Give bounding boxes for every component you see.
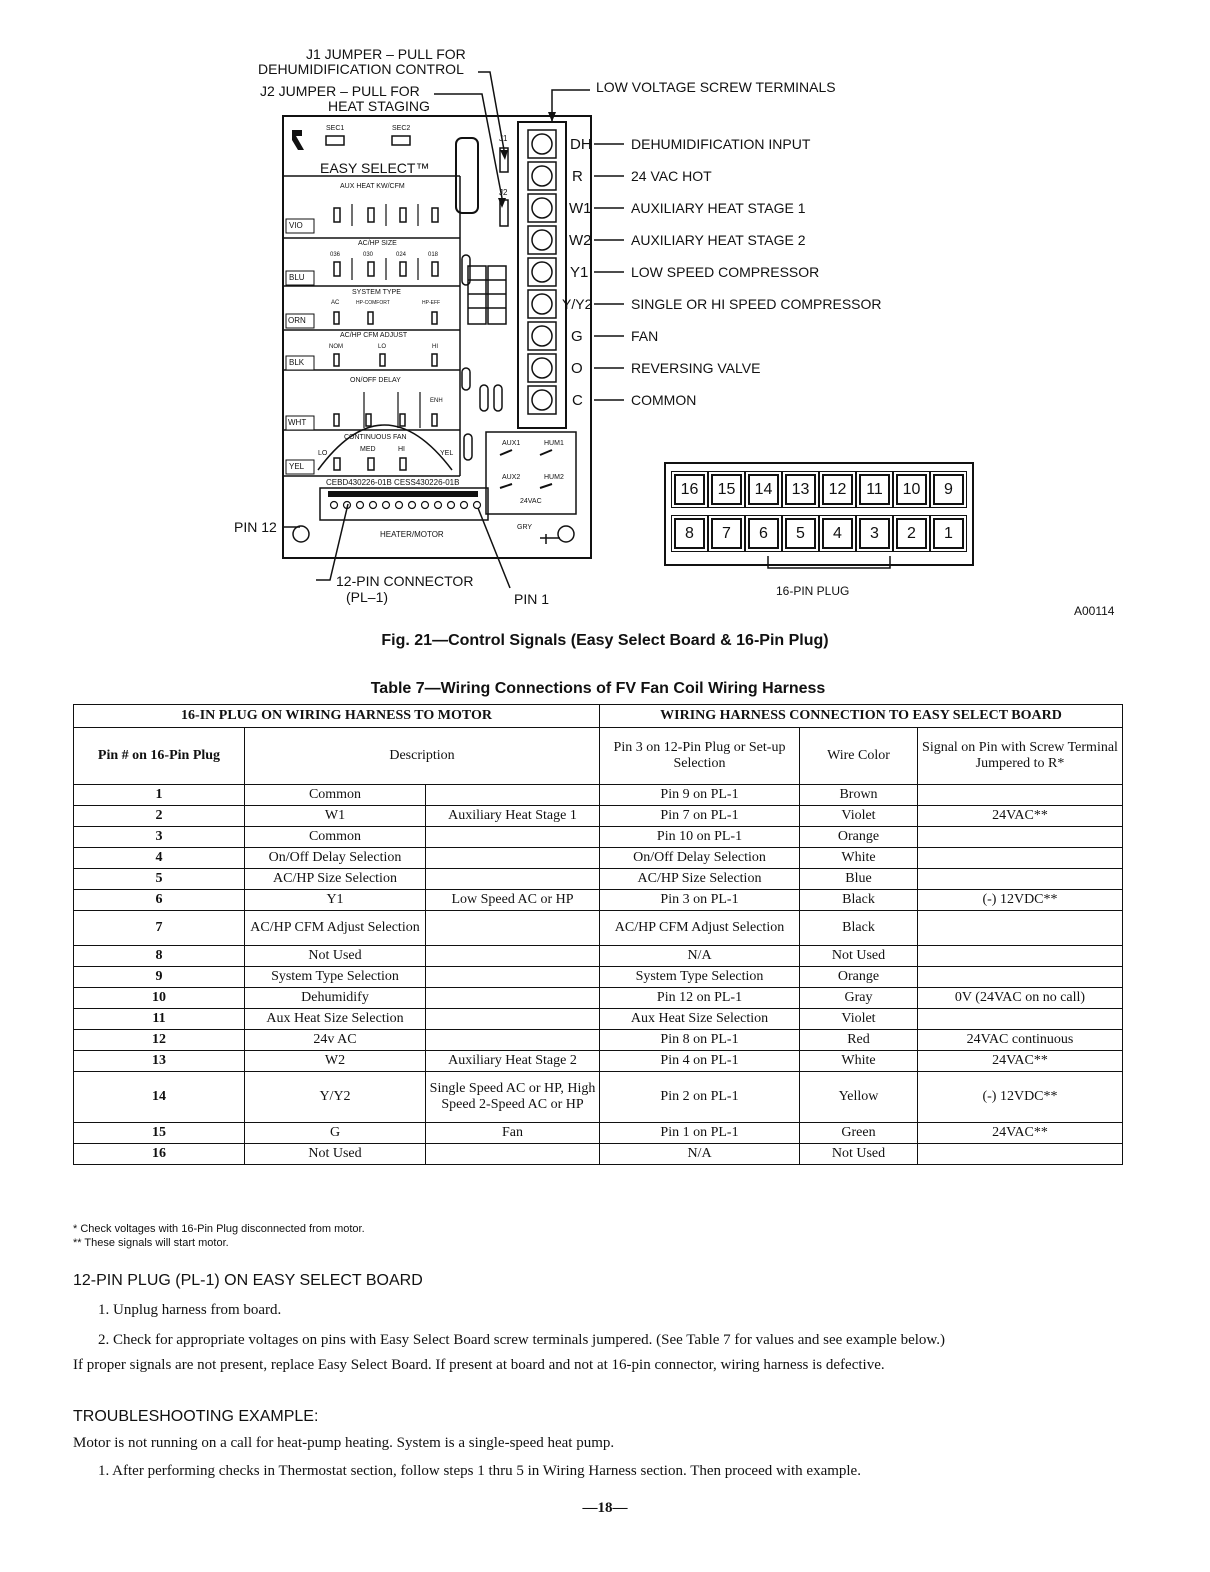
cell-signal: (-) 12VDC** xyxy=(918,1072,1123,1123)
page-number: —18— xyxy=(582,1500,628,1516)
cell-pl1-pin: Pin 3 on PL-1 xyxy=(600,890,800,911)
cell-pl1-pin: Pin 2 on PL-1 xyxy=(600,1072,800,1123)
terminal-label-w2: W2 xyxy=(569,232,592,249)
board-delay-enh: ENH xyxy=(430,398,443,404)
cell-pl1-pin: N/A xyxy=(600,1144,800,1165)
board-hum1: HUM1 xyxy=(544,440,564,447)
cell-pl1-pin: AC/HP CFM Adjust Selection xyxy=(600,911,800,946)
board-system-type: SYSTEM TYPE xyxy=(352,289,401,296)
table-body xyxy=(74,785,1123,1165)
board-achp-size: AC/HP SIZE xyxy=(358,240,397,247)
board-hum2: HUM2 xyxy=(544,474,564,481)
board-fan-opt-0: LO xyxy=(318,450,328,457)
lv-terminals-callout: LOW VOLTAGE SCREW TERMINALS xyxy=(596,79,836,95)
plug-pin: 4 xyxy=(822,518,853,549)
board-onoff-delay: ON/OFF DELAY xyxy=(350,377,401,384)
cell-signal xyxy=(918,869,1123,890)
cell-wire-color: Black xyxy=(800,911,918,946)
table-row xyxy=(74,967,1123,988)
cell-description: Common xyxy=(245,827,426,848)
cell-description-detail xyxy=(426,827,600,848)
cell-description-detail xyxy=(426,785,600,806)
cell-pin: 6 xyxy=(74,890,245,911)
table-row xyxy=(74,1009,1123,1030)
terminal-label-y1: Y1 xyxy=(570,264,589,281)
cell-pin: 14 xyxy=(74,1072,245,1123)
cell-wire-color: Orange xyxy=(800,967,918,988)
cell-pl1-pin: AC/HP Size Selection xyxy=(600,869,800,890)
cell-wire-color: Gray xyxy=(800,988,918,1009)
plug-pin: 6 xyxy=(748,518,779,549)
pin12-callout: PIN 12 xyxy=(234,519,277,535)
cell-signal xyxy=(918,848,1123,869)
cell-wire-color: Violet xyxy=(800,1009,918,1030)
cell-pin: 9 xyxy=(74,967,245,988)
cell-signal xyxy=(918,911,1123,946)
cell-description: AC/HP CFM Adjust Selection xyxy=(245,911,426,946)
cell-pl1-pin: Pin 1 on PL-1 xyxy=(600,1123,800,1144)
table-row xyxy=(74,988,1123,1009)
board-cfm-opt-0: NOM xyxy=(329,344,343,350)
cell-description-detail: Auxiliary Heat Stage 2 xyxy=(426,1051,600,1072)
board-size-opt-2: 024 xyxy=(396,252,407,258)
cell-signal: 24VAC** xyxy=(918,1123,1123,1144)
wiring-table xyxy=(73,704,1123,1165)
cell-description-detail xyxy=(426,911,600,946)
cell-description-detail xyxy=(426,869,600,890)
plug-pin: 15 xyxy=(711,474,742,505)
cell-signal xyxy=(918,827,1123,848)
cell-description: Dehumidify xyxy=(245,988,426,1009)
header-pin3: Pin 3 on 12-Pin Plug or Set-up Selection xyxy=(600,728,800,785)
cell-wire-color: Not Used xyxy=(800,946,918,967)
cell-wire-color: Not Used xyxy=(800,1144,918,1165)
plug-pin: 5 xyxy=(785,518,816,549)
figure-code: A00114 xyxy=(1074,604,1115,618)
terminal-label-yy2: Y/Y2 xyxy=(562,296,593,312)
cell-wire-color: Green xyxy=(800,1123,918,1144)
board-sec1: SEC1 xyxy=(326,125,345,132)
header-description: Description xyxy=(245,728,600,785)
cell-wire-color: White xyxy=(800,1051,918,1072)
plug-pin: 12 xyxy=(822,474,853,505)
cell-description: AC/HP Size Selection xyxy=(245,869,426,890)
board-brand: EASY SELECT™ xyxy=(320,160,430,176)
cell-pin: 13 xyxy=(74,1051,245,1072)
board-tag-orn: ORN xyxy=(288,316,306,325)
table-row xyxy=(74,890,1123,911)
board-sys-opt-0: AC xyxy=(331,300,340,306)
cell-wire-color: Violet xyxy=(800,806,918,827)
pin1-callout: PIN 1 xyxy=(514,591,550,607)
plug-pin: 10 xyxy=(896,474,927,505)
cell-pin: 4 xyxy=(74,848,245,869)
footnote-1: * Check voltages with 16-Pin Plug disconnected from motor. xyxy=(73,1223,365,1235)
cell-pl1-pin: Pin 9 on PL-1 xyxy=(600,785,800,806)
cell-signal xyxy=(918,1144,1123,1165)
cell-wire-color: Black xyxy=(800,890,918,911)
cell-pl1-pin: Pin 7 on PL-1 xyxy=(600,806,800,827)
cell-description-detail: Fan xyxy=(426,1123,600,1144)
cell-pl1-pin: N/A xyxy=(600,946,800,967)
plug-pin: 13 xyxy=(785,474,816,505)
cell-description: System Type Selection xyxy=(245,967,426,988)
cell-description: Not Used xyxy=(245,946,426,967)
j2-callout-line2: HEAT STAGING xyxy=(328,98,430,114)
cell-signal: 24VAC continuous xyxy=(918,1030,1123,1051)
board-tag-blk: BLK xyxy=(289,358,305,367)
board-aux1: AUX1 xyxy=(502,440,521,447)
terminal-desc-c: COMMON xyxy=(631,392,697,408)
section-heading-troubleshooting: TROUBLESHOOTING EXAMPLE: xyxy=(73,1408,319,1425)
cell-description-detail xyxy=(426,1144,600,1165)
sixteen-pin-plug xyxy=(664,462,974,566)
plug-pin: 7 xyxy=(711,518,742,549)
cell-description-detail: Auxiliary Heat Stage 1 xyxy=(426,806,600,827)
terminal-label-r: R xyxy=(572,168,583,185)
board-tag-wht: WHT xyxy=(288,418,307,427)
cell-wire-color: Blue xyxy=(800,869,918,890)
j1-callout-line2: DEHUMIDIFICATION CONTROL xyxy=(258,61,464,77)
cell-pl1-pin: Pin 8 on PL-1 xyxy=(600,1030,800,1051)
header-pin: Pin # on 16-Pin Plug xyxy=(74,728,245,785)
board-sys-opt-1: HP-COMFORT xyxy=(356,300,390,306)
table-row xyxy=(74,806,1123,827)
cell-signal: 24VAC** xyxy=(918,806,1123,827)
cell-description: On/Off Delay Selection xyxy=(245,848,426,869)
table-row xyxy=(74,1051,1123,1072)
board-gry: GRY xyxy=(517,524,533,531)
board-tag-blu: BLU xyxy=(289,273,305,282)
board-size-opt-0: 036 xyxy=(330,252,341,258)
terminal-label-dh: DH xyxy=(570,136,592,153)
board-sys-opt-2: HP-EFF xyxy=(422,300,441,306)
cell-description-detail xyxy=(426,967,600,988)
figure-control-signals xyxy=(0,0,1210,665)
cell-signal: (-) 12VDC** xyxy=(918,890,1123,911)
cell-signal xyxy=(918,967,1123,988)
board-fan-opt-3: YEL xyxy=(440,450,454,457)
terminal-label-o: O xyxy=(571,360,583,377)
group-header-left: 16-IN PLUG ON WIRING HARNESS TO MOTOR xyxy=(74,705,600,728)
cell-pl1-pin: System Type Selection xyxy=(600,967,800,988)
table-row xyxy=(74,946,1123,967)
cell-signal xyxy=(918,785,1123,806)
plug-pin: 14 xyxy=(748,474,779,505)
table-row xyxy=(74,911,1123,946)
cell-description-detail xyxy=(426,1009,600,1030)
header-wire: Wire Color xyxy=(800,728,918,785)
plug-pin: 2 xyxy=(896,518,927,549)
terminal-desc-w1: AUXILIARY HEAT STAGE 1 xyxy=(631,200,806,216)
section2-step1: 1. After performing checks in Thermostat section, follow steps 1 thru 5 in Wiring Harness section. Then proceed with example. xyxy=(98,1463,861,1479)
cell-signal xyxy=(918,1009,1123,1030)
cell-pl1-pin: Pin 4 on PL-1 xyxy=(600,1051,800,1072)
j1-callout: J1 JUMPER – PULL FOR xyxy=(306,46,466,62)
table-title: Table 7—Wiring Connections of FV Fan Coil Wiring Harness xyxy=(370,680,826,697)
connector-callout-line2: (PL–1) xyxy=(346,589,389,605)
terminal-desc-o: REVERSING VALVE xyxy=(631,360,761,376)
table-row xyxy=(74,1072,1123,1123)
cell-description-detail: Low Speed AC or HP xyxy=(426,890,600,911)
cell-description: Common xyxy=(245,785,426,806)
cell-wire-color: Yellow xyxy=(800,1072,918,1123)
cell-description: Aux Heat Size Selection xyxy=(245,1009,426,1030)
cell-pl1-pin: Pin 10 on PL-1 xyxy=(600,827,800,848)
board-tag-yel: YEL xyxy=(289,462,305,471)
terminal-label-g: G xyxy=(571,328,583,345)
plug-pin: 9 xyxy=(933,474,964,505)
terminal-label-w1: W1 xyxy=(569,200,592,217)
table-row xyxy=(74,1123,1123,1144)
cell-description-detail xyxy=(426,946,600,967)
board-size-opt-3: 018 xyxy=(428,252,439,258)
terminal-desc-g: FAN xyxy=(631,328,659,344)
terminal-desc-dh: DEHUMIDIFICATION INPUT xyxy=(631,136,811,152)
cell-wire-color: Red xyxy=(800,1030,918,1051)
table-row xyxy=(74,848,1123,869)
cell-description: Y1 xyxy=(245,890,426,911)
plug-callout: 16-PIN PLUG xyxy=(776,584,850,598)
table-row xyxy=(74,785,1123,806)
cell-description: G xyxy=(245,1123,426,1144)
connector-callout: 12-PIN CONNECTOR xyxy=(336,573,474,589)
header-signal: Signal on Pin with Screw Terminal Jumpered to R* xyxy=(918,728,1123,785)
table-row xyxy=(74,869,1123,890)
board-fan-opt-2: HI xyxy=(398,446,405,453)
cell-description: 24v AC xyxy=(245,1030,426,1051)
cell-pin: 16 xyxy=(74,1144,245,1165)
cell-description-detail xyxy=(426,848,600,869)
board-j1: J1 xyxy=(499,134,508,143)
board-heater-motor: HEATER/MOTOR xyxy=(380,530,444,539)
cell-description: W2 xyxy=(245,1051,426,1072)
cell-description-detail xyxy=(426,1030,600,1051)
cell-wire-color: Brown xyxy=(800,785,918,806)
board-fan-opt-1: MED xyxy=(360,446,376,453)
cell-pin: 7 xyxy=(74,911,245,946)
plug-pin: 8 xyxy=(674,518,705,549)
cell-pin: 3 xyxy=(74,827,245,848)
j2-callout: J2 JUMPER – PULL FOR xyxy=(260,83,420,99)
board-tag-vio: VIO xyxy=(289,221,303,230)
board-diagram xyxy=(0,0,1210,665)
cell-pin: 12 xyxy=(74,1030,245,1051)
plug-pin: 16 xyxy=(674,474,705,505)
cell-signal: 0V (24VAC on no call) xyxy=(918,988,1123,1009)
plug-pin: 3 xyxy=(859,518,890,549)
terminal-desc-y1: LOW SPEED COMPRESSOR xyxy=(631,264,820,280)
board-aux-heat: AUX HEAT KW/CFM xyxy=(340,183,405,190)
section-heading-pl1: 12-PIN PLUG (PL-1) ON EASY SELECT BOARD xyxy=(73,1272,423,1289)
board-part-numbers: CEBD430226-01B CESS430226-01B xyxy=(326,478,460,487)
figure-caption: Fig. 21—Control Signals (Easy Select Board & 16-Pin Plug) xyxy=(381,632,829,649)
cell-description: Y/Y2 xyxy=(245,1072,426,1123)
board-size-opt-1: 030 xyxy=(363,252,374,258)
cell-pin: 15 xyxy=(74,1123,245,1144)
cell-pin: 2 xyxy=(74,806,245,827)
cell-signal: 24VAC** xyxy=(918,1051,1123,1072)
board-cfm-adjust: AC/HP CFM ADJUST xyxy=(340,332,408,339)
board-24vac: 24VAC xyxy=(520,498,542,505)
section1-para: If proper signals are not present, replace Easy Select Board. If present at board and not at 16-pin connector, wiring harness is defective. xyxy=(73,1357,885,1373)
section2-para: Motor is not running on a call for heat-pump heating. System is a single-speed heat pump. xyxy=(73,1435,615,1451)
table-row xyxy=(74,1144,1123,1165)
plug-pin: 11 xyxy=(859,474,890,505)
board-j2: J2 xyxy=(499,188,508,197)
terminal-label-c: C xyxy=(572,392,583,409)
board-sec2: SEC2 xyxy=(392,125,411,132)
table-row xyxy=(74,827,1123,848)
cell-pl1-pin: Aux Heat Size Selection xyxy=(600,1009,800,1030)
cell-signal xyxy=(918,946,1123,967)
table-row xyxy=(74,1030,1123,1051)
cell-description: Not Used xyxy=(245,1144,426,1165)
cell-pin: 1 xyxy=(74,785,245,806)
terminal-desc-w2: AUXILIARY HEAT STAGE 2 xyxy=(631,232,806,248)
cell-pin: 10 xyxy=(74,988,245,1009)
terminal-desc-yy2: SINGLE OR HI SPEED COMPRESSOR xyxy=(631,296,882,312)
cell-description-detail: Single Speed AC or HP, High Speed 2-Speed AC or HP xyxy=(426,1072,600,1123)
terminal-desc-r: 24 VAC HOT xyxy=(631,168,712,184)
group-header-right: WIRING HARNESS CONNECTION TO EASY SELECT BOARD xyxy=(600,705,1123,728)
cell-wire-color: White xyxy=(800,848,918,869)
cell-pl1-pin: Pin 12 on PL-1 xyxy=(600,988,800,1009)
section1-step2: 2. Check for appropriate voltages on pins with Easy Select Board screw terminals jumpered. (See Table 7 for values and see example below.) xyxy=(98,1332,946,1348)
cell-pin: 5 xyxy=(74,869,245,890)
cell-description: W1 xyxy=(245,806,426,827)
cell-wire-color: Orange xyxy=(800,827,918,848)
cell-description-detail xyxy=(426,988,600,1009)
cell-pin: 8 xyxy=(74,946,245,967)
board-cfm-opt-1: LO xyxy=(378,344,387,350)
plug-pin: 1 xyxy=(933,518,964,549)
cell-pl1-pin: On/Off Delay Selection xyxy=(600,848,800,869)
board-aux2: AUX2 xyxy=(502,474,521,481)
section1-step1: 1. Unplug harness from board. xyxy=(98,1302,282,1318)
board-continuous-fan: CONTINUOUS FAN xyxy=(344,434,407,441)
footnote-2: ** These signals will start motor. xyxy=(73,1237,229,1249)
board-cfm-opt-2: HI xyxy=(432,344,438,350)
cell-pin: 11 xyxy=(74,1009,245,1030)
